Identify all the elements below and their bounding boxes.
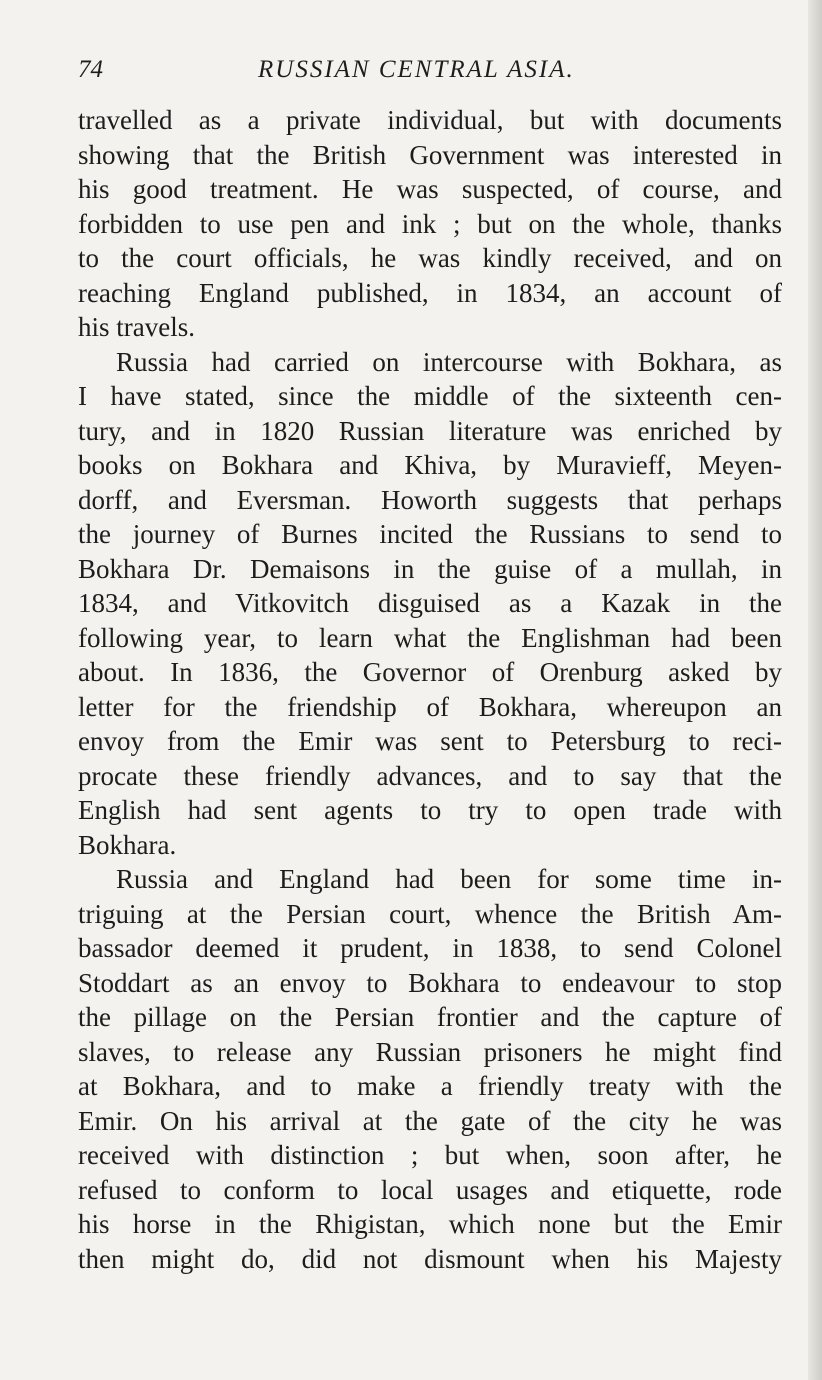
- text-line: 1834, and Vitkovitch disguised as a Kazak in the: [78, 588, 782, 618]
- text-line: following year, to learn what the Englishman had been: [78, 622, 782, 653]
- text-line: dorff, and Eversman. Howorth suggests that perhaps: [78, 484, 782, 515]
- text-line: his good treatment. He was suspected, of course, and: [78, 174, 782, 204]
- text-line: received with distinction ; but when, soon after, he: [78, 1140, 782, 1170]
- text-line: to the court officials, he was kindly received, and on: [78, 243, 782, 273]
- text-line: refused to conform to local usages and etiquette, rode: [78, 1174, 782, 1205]
- text-line: bassador deemed it prudent, in 1838, to send Colonel: [78, 933, 782, 963]
- text-line: procate these friendly advances, and to say that the: [78, 760, 782, 791]
- text-line: Russia and England had been for some time in-: [116, 864, 782, 894]
- text-line: Bokhara Dr. Demaisons in the guise of a mullah, in: [78, 553, 782, 584]
- text-line: about. In 1836, the Governor of Orenburg asked by: [78, 657, 782, 687]
- text-line: Stoddart as an envoy to Bokhara to endeavour to stop: [78, 967, 782, 998]
- text-line: letter for the friendship of Bokhara, whereupon an: [78, 691, 782, 722]
- text-line: slaves, to release any Russian prisoners he might find: [78, 1036, 782, 1067]
- page-edge: [808, 0, 822, 1380]
- text-line: travelled as a private individual, but with documents: [78, 105, 782, 135]
- text-line: English had sent agents to try to open trade with: [78, 795, 782, 825]
- text-line: Russia had carried on intercourse with Bokhara, as: [116, 346, 782, 377]
- running-head: [78, 56, 782, 90]
- text-line: reaching England published, in 1834, an account of: [78, 277, 782, 308]
- text-line: books on Bokhara and Khiva, by Muravieff, Meyen-: [78, 450, 782, 480]
- book-title: RUSSIAN CENTRAL ASIA.: [258, 56, 575, 83]
- text-line: then might do, did not dismount when his Majesty: [78, 1243, 782, 1274]
- text-line: I have stated, since the middle of the sixteenth cen-: [78, 381, 782, 411]
- body-text: [78, 103, 782, 1276]
- text-line: forbidden to use pen and ink ; but on the whole, thanks: [78, 208, 782, 239]
- text-line: Bokhara.: [78, 829, 177, 860]
- text-line: tury, and in 1820 Russian literature was enriched by: [78, 415, 782, 446]
- text-line: showing that the British Government was interested in: [78, 139, 782, 170]
- text-line: his travels.: [78, 312, 195, 342]
- text-line: the pillage on the Persian frontier and the capture of: [78, 1002, 782, 1032]
- text-line: envoy from the Emir was sent to Petersburg to reci-: [78, 726, 782, 756]
- text-line: Emir. On his arrival at the gate of the city he was: [78, 1105, 782, 1136]
- text-line: his horse in the Rhigistan, which none but the Emir: [78, 1209, 782, 1239]
- text-line: at Bokhara, and to make a friendly treaty with the: [78, 1071, 782, 1101]
- text-line: triguing at the Persian court, whence the British Am-: [78, 898, 782, 929]
- text-line: the journey of Burnes incited the Russians to send to: [78, 519, 782, 549]
- page-number: 74: [78, 56, 103, 83]
